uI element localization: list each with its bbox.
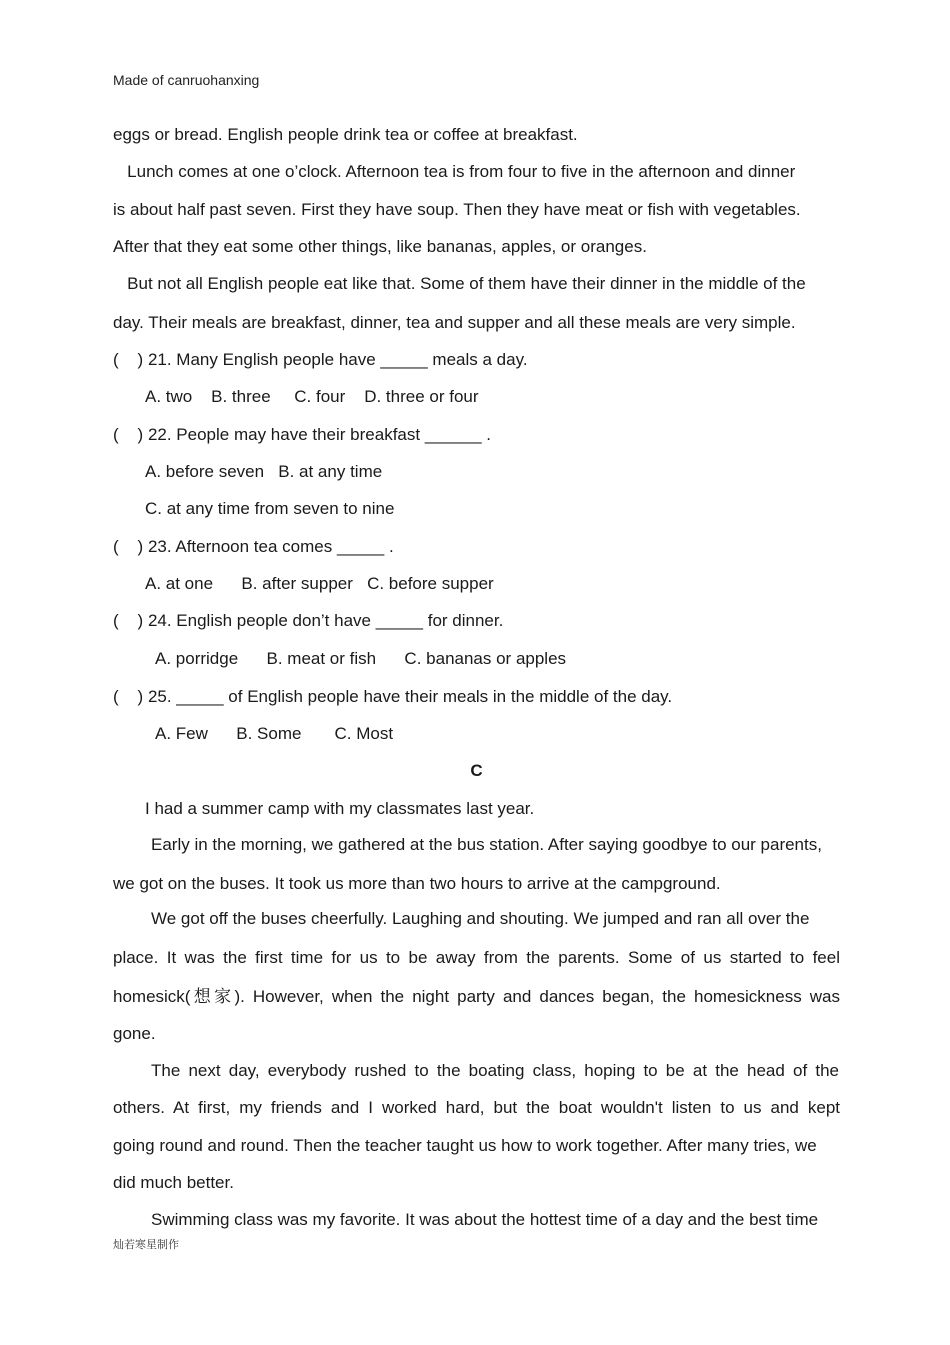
passage-line: day. Their meals are breakfast, dinner, tea and supper and all these meals are very simple.	[113, 313, 796, 332]
passage-line: others. At first, my friends and I worked hard, but the boat wouldn't listen to us and kept	[113, 1098, 840, 1117]
question-22-options: A. before seven B. at any time	[145, 462, 383, 481]
passage-line: eggs or bread. English people drink tea or coffee at breakfast.	[113, 125, 578, 144]
passage-line: is about half past seven. First they have soup. Then they have meat or fish with vegetables.	[113, 200, 801, 219]
question-25-options: A. Few B. Some C. Most	[155, 724, 394, 743]
passage-line: homesick(想家). However, when the night party and dances began, the homesickness was	[113, 987, 840, 1006]
question-21: ( ) 21. Many English people have _____ meals a day.	[113, 350, 528, 369]
question-24: ( ) 24. English people don’t have _____ for dinner.	[113, 611, 504, 630]
page-footer: 灿若寒星制作	[113, 1238, 179, 1251]
question-23: ( ) 23. Afternoon tea comes _____ .	[113, 537, 394, 556]
passage-line: did much better.	[113, 1173, 234, 1192]
question-24-options: A. porridge B. meat or fish C. bananas or apples	[155, 649, 567, 668]
passage-line: Lunch comes at one o’clock. Afternoon tea is from four to five in the afternoon and dinner	[113, 162, 796, 181]
section-c-title: C	[470, 761, 483, 780]
question-25: ( ) 25. _____ of English people have their meals in the middle of the day.	[113, 687, 673, 706]
question-22: ( ) 22. People may have their breakfast ______ .	[113, 425, 491, 444]
passage-line: Swimming class was my favorite. It was about the hottest time of a day and the best time	[151, 1210, 819, 1229]
passage-line: I had a summer camp with my classmates last year.	[145, 799, 535, 818]
question-22-options: C. at any time from seven to nine	[145, 499, 395, 518]
question-21-options: A. two B. three C. four D. three or four	[145, 387, 479, 406]
passage-line: But not all English people eat like that. Some of them have their dinner in the middle of the	[113, 274, 806, 293]
passage-line: Early in the morning, we gathered at the bus station. After saying goodbye to our parents,	[151, 835, 822, 854]
page-header: Made of canruohanxing	[113, 72, 260, 88]
passage-line: The next day, everybody rushed to the boating class, hoping to be at the head of the	[151, 1061, 839, 1080]
question-23-options: A. at one B. after supper C. before supper	[145, 574, 494, 593]
passage-line: gone.	[113, 1024, 156, 1043]
passage-line: We got off the buses cheerfully. Laughing and shouting. We jumped and ran all over the	[151, 909, 810, 928]
passage-line: we got on the buses. It took us more than two hours to arrive at the campground.	[113, 874, 721, 893]
passage-line: going round and round. Then the teacher taught us how to work together. After many tries, we	[113, 1136, 817, 1155]
passage-line: place. It was the first time for us to be away from the parents. Some of us started to feel	[113, 948, 840, 967]
passage-line: After that they eat some other things, like bananas, apples, or oranges.	[113, 237, 647, 256]
